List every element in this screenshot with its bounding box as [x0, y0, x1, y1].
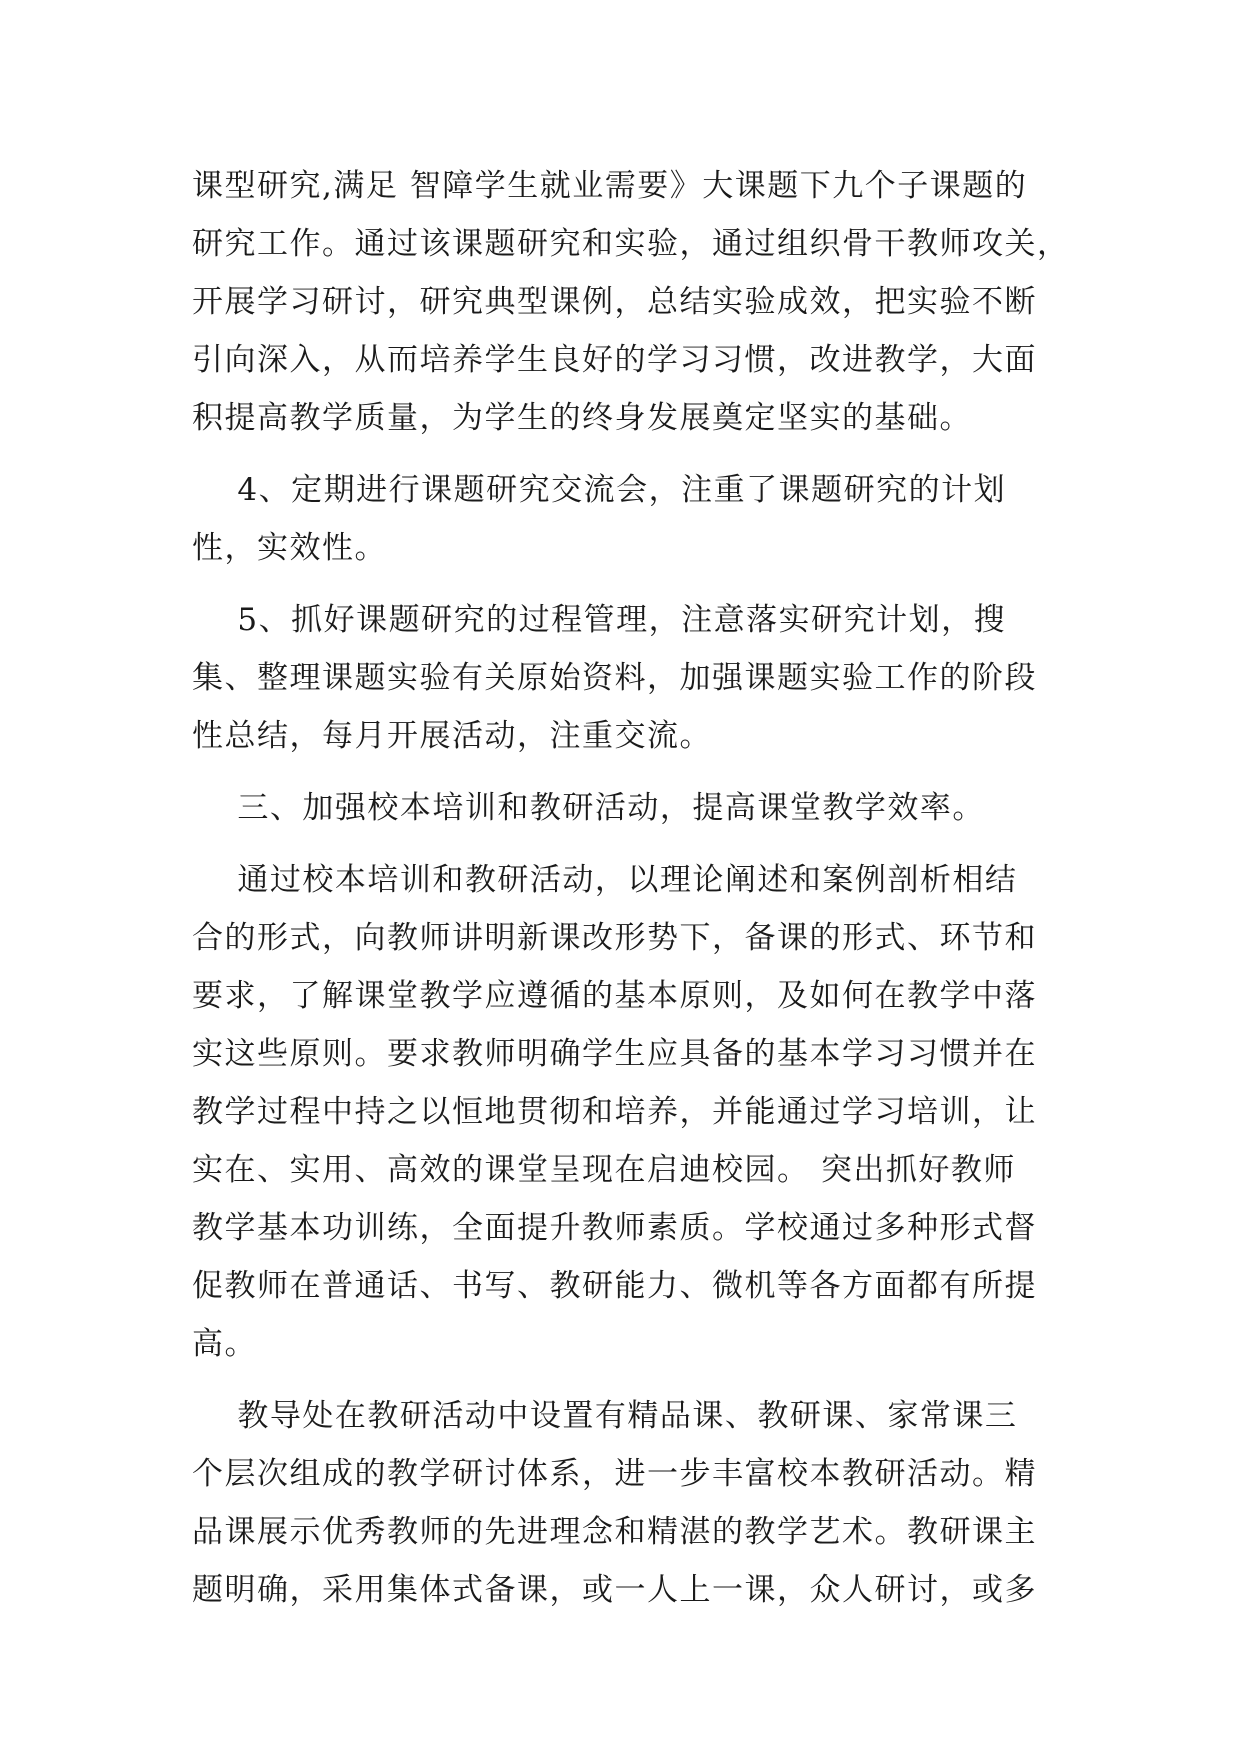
text-line: 高。 — [192, 1326, 257, 1362]
paragraph-2 — [192, 461, 1050, 577]
paragraph-gap — [192, 1373, 1050, 1387]
paragraph-3 — [192, 591, 1050, 765]
text-line: 教学基本功训练，全面提升教师素质。学校通过多种形式督 — [192, 1210, 1037, 1246]
paragraph-5 — [192, 851, 1050, 1373]
text-line: 教导处在教研活动中设置有精品课、教研课、家常课三 — [192, 1398, 1018, 1434]
text-line: 课型研究,满足 智障学生就业需要》大课题下九个子课题的 — [192, 168, 1028, 204]
text-line: 研究工作。通过该课题研究和实验，通过组织骨干教师攻关， — [192, 226, 1070, 262]
text-line: 开展学习研讨，研究典型课例，总结实验成效，把实验不断 — [192, 284, 1037, 320]
text-line: 集、整理课题实验有关原始资料，加强课题实验工作的阶段 — [192, 660, 1037, 696]
section-heading — [192, 779, 1050, 837]
paragraph-6 — [192, 1387, 1050, 1619]
paragraph-1 — [192, 157, 1070, 447]
text-line: 性，实效性。 — [192, 530, 387, 566]
text-line: 合的形式，向教师讲明新课改形势下，备课的形式、环节和 — [192, 920, 1037, 956]
text-line: 实这些原则。要求教师明确学生应具备的基本学习习惯并在 — [192, 1036, 1037, 1072]
text-line: 4、定期进行课题研究交流会，注重了课题研究的计划 — [192, 472, 1007, 508]
text-line: 题明确，采用集体式备课，或一人上一课，众人研讨，或多 — [192, 1572, 1037, 1608]
text-line: 积提高教学质量，为学生的终身发展奠定坚实的基础。 — [192, 400, 972, 436]
paragraph-gap — [192, 837, 1050, 851]
text-line: 引向深入，从而培养学生良好的学习习惯，改进教学，大面 — [192, 342, 1037, 378]
text-line: 品课展示优秀教师的先进理念和精湛的教学艺术。教研课主 — [192, 1514, 1037, 1550]
text-line: 通过校本培训和教研活动，以理论阐述和案例剖析相结 — [192, 862, 1018, 898]
text-line: 性总结，每月开展活动，注重交流。 — [192, 718, 712, 754]
text-line: 个层次组成的教学研讨体系，进一步丰富校本教研活动。精 — [192, 1456, 1037, 1492]
text-line: 促教师在普通话、书写、教研能力、微机等各方面都有所提 — [192, 1268, 1037, 1304]
heading-line: 三、加强校本培训和教研活动，提高课堂教学效率。 — [192, 790, 985, 826]
text-line: 要求，了解课堂教学应遵循的基本原则，及如何在教学中落 — [192, 978, 1037, 1014]
paragraph-gap — [192, 765, 1050, 779]
text-line: 5、抓好课题研究的过程管理，注意落实研究计划，搜 — [192, 602, 1007, 638]
text-line: 实在、实用、高效的课堂呈现在启迪校园。 突出抓好教师 — [192, 1152, 1016, 1188]
document-body — [192, 157, 1070, 1619]
paragraph-gap — [192, 447, 1050, 461]
paragraph-gap — [192, 577, 1050, 591]
text-line: 教学过程中持之以恒地贯彻和培养，并能通过学习培训，让 — [192, 1094, 1037, 1130]
